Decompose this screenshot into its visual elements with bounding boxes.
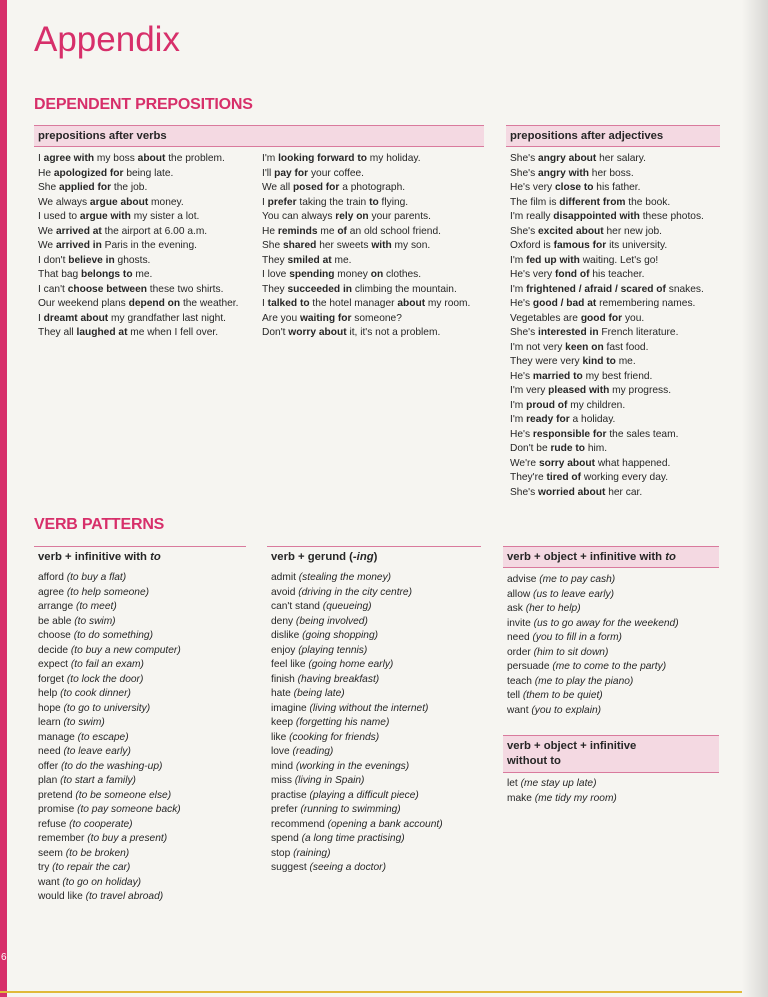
list-item: They all laughed at me when I fell over.: [38, 327, 219, 338]
list-item: Don't worry about it, it's not a problem.: [262, 327, 441, 338]
list-item: be able (to swim): [38, 615, 116, 627]
list-item: I love spending money on clothes.: [262, 269, 422, 280]
gerund-header: verb + gerund (-ing): [267, 546, 481, 567]
list-item: She's angry with her boss.: [510, 167, 634, 179]
list-item: I agree with my boss about the problem.: [38, 153, 225, 164]
object-bare-box: [503, 735, 719, 779]
list-item: pretend (to be someone else): [38, 789, 172, 801]
list-item: offer (to do the washing-up): [38, 760, 163, 772]
list-item: I prefer taking the train to flying.: [262, 196, 409, 208]
list-item: I'll pay for your coffee.: [262, 167, 364, 179]
object-infinitive-header: verb + object + infinitive with to: [503, 546, 719, 568]
list-item: I'm really disappointed with these photos.: [510, 211, 704, 222]
list-item: would like (to travel abroad): [38, 891, 164, 902]
list-item: You can always rely on your parents.: [262, 211, 431, 222]
adjectives-column: [510, 152, 724, 500]
list-item: decide (to buy a new computer): [38, 644, 181, 656]
list-item: He's responsible for the sales team.: [510, 428, 679, 440]
list-item: choose (to do something): [38, 630, 153, 641]
list-item: She shared her sweets with my son.: [262, 240, 431, 251]
list-item: That bag belongs to me.: [38, 269, 153, 280]
list-item: I can't choose between these two shirts.: [38, 283, 224, 295]
list-item: They were very kind to me.: [510, 356, 636, 367]
list-item: I'm fed up with waiting. Let's go!: [510, 254, 659, 266]
list-item: They succeeded in climbing the mountain.: [262, 283, 457, 295]
dependent-prepositions-heading: DEPENDENT PREPOSITIONS: [34, 96, 253, 113]
list-item: We arrived at the airport at 6.00 a.m.: [38, 225, 208, 237]
object-infinitive-box: [503, 546, 719, 574]
page-title: Appendix: [34, 20, 180, 59]
list-item: remember (to buy a present): [38, 833, 168, 844]
list-item: need (to leave early): [38, 746, 131, 757]
list-item: advise (me to pay cash): [507, 574, 616, 585]
page-gutter-shadow: [742, 0, 768, 997]
list-item: want (to go on holiday): [38, 876, 142, 888]
list-item: He's very fond of his teacher.: [510, 269, 645, 280]
list-item: avoid (driving in the city centre): [271, 586, 412, 598]
list-item: I dreamt about my grandfather last night.: [38, 312, 226, 324]
list-item: He's married to my best friend.: [510, 370, 653, 382]
list-item: We arrived in Paris in the evening.: [38, 240, 197, 251]
list-item: try (to repair the car): [38, 862, 131, 873]
list-item: let (me stay up late): [507, 778, 597, 789]
list-item: spend (a long time practising): [271, 833, 405, 844]
list-item: I'm looking forward to my holiday.: [262, 153, 421, 164]
list-item: Are you waiting for someone?: [262, 312, 402, 324]
list-item: Our weekend plans depend on the weather.: [38, 298, 239, 309]
list-item: Don't be rude to him.: [510, 443, 608, 454]
list-item: suggest (seeing a doctor): [271, 862, 386, 873]
object-bare-column: [507, 777, 719, 806]
list-item: We always argue about money.: [38, 196, 184, 208]
list-item: hate (being late): [271, 688, 345, 699]
verbs-header: prepositions after verbs: [34, 125, 484, 147]
list-item: I'm proud of my children.: [510, 399, 626, 411]
list-item: I'm ready for a holiday.: [510, 414, 616, 425]
list-item: forget (to lock the door): [38, 673, 144, 685]
verbs-box: [34, 125, 484, 153]
list-item: deny (being involved): [271, 615, 368, 627]
verbs-column-1: [38, 152, 250, 341]
list-item: She's worried about her car.: [510, 486, 643, 498]
list-item: learn (to swim): [38, 717, 105, 728]
list-item: She's interested in French literature.: [510, 327, 679, 338]
list-item: teach (me to play the piano): [507, 675, 634, 687]
list-item: expect (to fail an exam): [38, 659, 144, 670]
list-item: They're tired of working every day.: [510, 472, 669, 483]
list-item: Vegetables are good for you.: [510, 312, 645, 324]
list-item: miss (living in Spain): [271, 775, 365, 786]
list-item: She's angry about her salary.: [510, 153, 646, 164]
list-item: We're sorry about what happened.: [510, 457, 671, 469]
list-item: He's good / bad at remembering names.: [510, 298, 696, 309]
list-item: She applied for the job.: [38, 182, 148, 193]
object-bare-header: verb + object + infinitive without to: [503, 735, 719, 773]
list-item: dislike (going shopping): [271, 630, 379, 641]
gerund-box: [267, 546, 481, 573]
list-item: enjoy (playing tennis): [271, 644, 368, 656]
list-item: manage (to escape): [38, 731, 129, 743]
infinitive-header: verb + infinitive with to: [34, 546, 246, 567]
list-item: allow (us to leave early): [507, 588, 615, 600]
list-item: imagine (living without the internet): [271, 702, 429, 714]
infinitive-column: [38, 571, 248, 905]
list-item: He reminds me of an old school friend.: [262, 225, 441, 237]
list-item: He apologized for being late.: [38, 167, 174, 179]
list-item: help (to cook dinner): [38, 688, 131, 699]
adjectives-box: [506, 125, 720, 153]
list-item: agree (to help someone): [38, 586, 150, 598]
verb-patterns-heading: VERB PATTERNS: [34, 516, 165, 533]
list-item: order (him to sit down): [507, 646, 609, 658]
verbs-column-2: [262, 152, 474, 341]
list-item: refuse (to cooperate): [38, 818, 133, 830]
list-item: admit (stealing the money): [271, 572, 392, 583]
object-infinitive-column: [507, 573, 719, 718]
list-item: keep (forgetting his name): [271, 717, 390, 728]
list-item: need (you to fill in a form): [507, 632, 622, 643]
list-item: prefer (running to swimming): [271, 804, 401, 815]
list-item: I'm very pleased with my progress.: [510, 385, 672, 396]
list-item: persuade (me to come to the party): [507, 661, 667, 672]
list-item: I'm not very keen on fast food.: [510, 341, 649, 353]
list-item: feel like (going home early): [271, 659, 394, 670]
list-item: afford (to buy a flat): [38, 572, 127, 583]
list-item: like (cooking for friends): [271, 731, 380, 743]
list-item: ask (her to help): [507, 603, 581, 614]
adjectives-header: prepositions after adjectives: [506, 125, 720, 147]
infinitive-box: [34, 546, 246, 573]
list-item: mind (working in the evenings): [271, 760, 410, 772]
list-item: They smiled at me.: [262, 254, 352, 266]
list-item: make (me tidy my room): [507, 792, 617, 804]
list-item: I'm frightened / afraid / scared of snakes.: [510, 283, 704, 295]
list-item: Oxford is famous for its university.: [510, 240, 668, 251]
list-item: plan (to start a family): [38, 775, 136, 786]
list-item: The film is different from the book.: [510, 196, 671, 208]
list-item: can't stand (queueing): [271, 601, 372, 612]
gerund-column: [271, 571, 483, 876]
list-item: We all posed for a photograph.: [262, 182, 406, 193]
list-item: arrange (to meet): [38, 601, 117, 612]
list-item: She's excited about her new job.: [510, 225, 663, 237]
list-item: love (reading): [271, 746, 334, 757]
page-edge-bar: [0, 0, 7, 997]
list-item: I talked to the hotel manager about my room.: [262, 298, 471, 309]
list-item: practise (playing a difficult piece): [271, 789, 419, 801]
list-item: I used to argue with my sister a lot.: [38, 211, 200, 222]
list-item: He's very close to his father.: [510, 182, 641, 193]
bottom-rule: [0, 991, 742, 993]
page-number: 6: [1, 952, 7, 963]
list-item: hope (to go to university): [38, 702, 151, 714]
list-item: finish (having breakfast): [271, 673, 380, 685]
list-item: I don't believe in ghosts.: [38, 254, 151, 266]
list-item: tell (them to be quiet): [507, 690, 603, 701]
list-item: invite (us to go away for the weekend): [507, 617, 679, 629]
list-item: promise (to pay someone back): [38, 804, 181, 815]
list-item: want (you to explain): [507, 704, 602, 716]
list-item: seem (to be broken): [38, 847, 130, 859]
list-item: recommend (opening a bank account): [271, 818, 443, 830]
list-item: stop (raining): [271, 847, 331, 859]
